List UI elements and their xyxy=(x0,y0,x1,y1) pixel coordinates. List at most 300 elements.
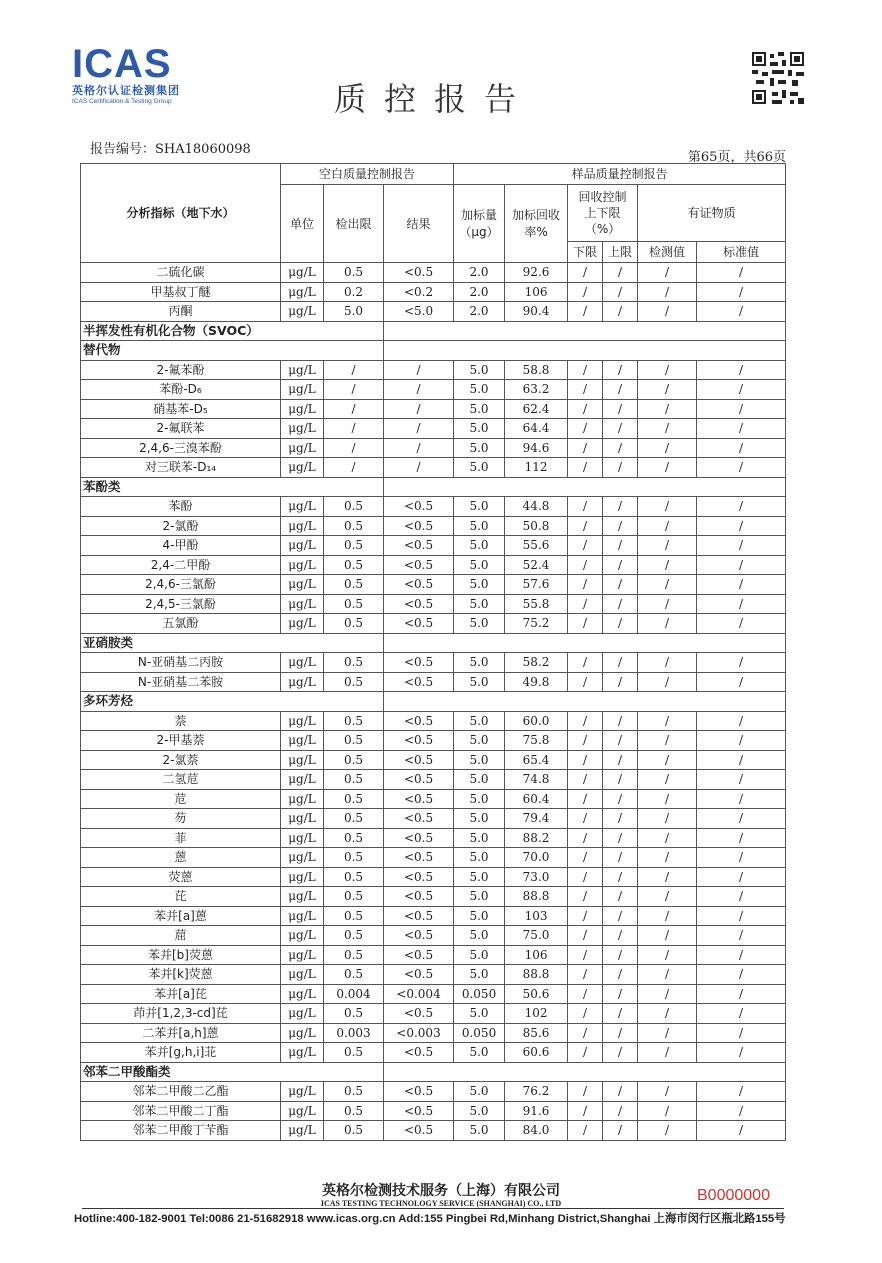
col-recovery-header: 加标回收率% xyxy=(505,185,568,263)
cell-result: <0.5 xyxy=(384,536,454,556)
table-row xyxy=(81,828,786,848)
cell-measured: / xyxy=(638,399,697,419)
cell-lod: 0.5 xyxy=(324,809,384,829)
cell-result: <0.5 xyxy=(384,945,454,965)
cell-upper: / xyxy=(603,555,638,575)
table-row xyxy=(81,438,786,458)
analyte-name: 邻苯二甲酸二乙酯 xyxy=(81,1082,281,1102)
cell-lod: 0.5 xyxy=(324,1082,384,1102)
qc-table-body xyxy=(81,263,786,1141)
cell-standard: / xyxy=(697,282,786,302)
cell-lower: / xyxy=(568,594,603,614)
cell-result: <0.5 xyxy=(384,672,454,692)
cell-measured: / xyxy=(638,731,697,751)
cell-lower: / xyxy=(568,867,603,887)
cell-measured: / xyxy=(638,711,697,731)
cell-unit: μg/L xyxy=(281,516,324,536)
analyte-name: N-亚硝基二苯胺 xyxy=(81,672,281,692)
cell-unit: μg/L xyxy=(281,731,324,751)
cell-unit: μg/L xyxy=(281,1043,324,1063)
cell-unit: μg/L xyxy=(281,536,324,556)
contact-line: Hotline:400-182-9001 Tel:0086 21-51682918 www.icas.org.cn Add:155 Pingbei Rd,Minhang District,Shanghai 上海市闵行区瓶北路155号 xyxy=(74,1213,786,1225)
cell-lod: 0.5 xyxy=(324,1043,384,1063)
cell-lod: / xyxy=(324,360,384,380)
cell-standard: / xyxy=(697,809,786,829)
analyte-name: 芴 xyxy=(81,809,281,829)
cell-lower: / xyxy=(568,711,603,731)
cell-upper: / xyxy=(603,263,638,283)
section-row xyxy=(81,341,786,361)
col-upper-header: 上限 xyxy=(603,242,638,263)
cell-standard: / xyxy=(697,887,786,907)
analyte-name: 2-氟联苯 xyxy=(81,419,281,439)
cell-recovery: 75.2 xyxy=(505,614,568,634)
cell-recovery: 62.4 xyxy=(505,399,568,419)
cell-lod: 0.5 xyxy=(324,945,384,965)
cell-spike: 5.0 xyxy=(454,1101,505,1121)
section-row xyxy=(81,1062,786,1082)
cell-result: <0.2 xyxy=(384,282,454,302)
cell-standard: / xyxy=(697,653,786,673)
cell-lower: / xyxy=(568,1082,603,1102)
cell-spike: 5.0 xyxy=(454,867,505,887)
cell-lod: 0.5 xyxy=(324,789,384,809)
cell-spike: 5.0 xyxy=(454,1121,505,1141)
cell-upper: / xyxy=(603,419,638,439)
cell-unit: μg/L xyxy=(281,653,324,673)
cell-lod: 0.5 xyxy=(324,906,384,926)
analyte-name: 芘 xyxy=(81,887,281,907)
table-row xyxy=(81,282,786,302)
cell-measured: / xyxy=(638,302,697,322)
cell-standard: / xyxy=(697,672,786,692)
cell-standard: / xyxy=(697,770,786,790)
cell-recovery: 60.4 xyxy=(505,789,568,809)
cell-standard: / xyxy=(697,1023,786,1043)
cell-result: <0.5 xyxy=(384,750,454,770)
cell-upper: / xyxy=(603,1121,638,1141)
cell-unit: μg/L xyxy=(281,887,324,907)
col-result-header: 结果 xyxy=(384,185,454,263)
cell-spike: 5.0 xyxy=(454,458,505,478)
cell-unit: μg/L xyxy=(281,1101,324,1121)
cell-unit: μg/L xyxy=(281,458,324,478)
cell-lod: 0.5 xyxy=(324,887,384,907)
cell-upper: / xyxy=(603,965,638,985)
cell-lod: 0.5 xyxy=(324,731,384,751)
cell-result: <0.5 xyxy=(384,828,454,848)
cell-unit: μg/L xyxy=(281,867,324,887)
cell-recovery: 92.6 xyxy=(505,263,568,283)
cell-recovery: 106 xyxy=(505,945,568,965)
table-row xyxy=(81,399,786,419)
cell-spike: 5.0 xyxy=(454,770,505,790)
table-row xyxy=(81,1023,786,1043)
cell-unit: μg/L xyxy=(281,809,324,829)
analyte-name: 苯并[a]芘 xyxy=(81,984,281,1004)
cell-standard: / xyxy=(697,984,786,1004)
cell-standard: / xyxy=(697,848,786,868)
cell-lower: / xyxy=(568,789,603,809)
cell-result: <0.5 xyxy=(384,594,454,614)
cell-lower: / xyxy=(568,906,603,926)
cell-recovery: 60.6 xyxy=(505,1043,568,1063)
cell-unit: μg/L xyxy=(281,770,324,790)
cell-measured: / xyxy=(638,282,697,302)
analyte-name: 二苯并[a,h]蒽 xyxy=(81,1023,281,1043)
table-row xyxy=(81,419,786,439)
cell-standard: / xyxy=(697,926,786,946)
cell-recovery: 90.4 xyxy=(505,302,568,322)
section-spacer xyxy=(384,633,786,653)
cell-lod: 0.5 xyxy=(324,828,384,848)
table-row xyxy=(81,536,786,556)
cell-standard: / xyxy=(697,867,786,887)
logo-chinese-name: 英格尔认证检测集团 xyxy=(72,84,180,97)
analyte-name: 菲 xyxy=(81,828,281,848)
cell-lod: / xyxy=(324,380,384,400)
cell-unit: μg/L xyxy=(281,906,324,926)
sample-qc-group-header: 样品质量控制报告 xyxy=(454,164,786,185)
col-standard-header: 标准值 xyxy=(697,242,786,263)
cell-recovery: 88.8 xyxy=(505,887,568,907)
cell-lower: / xyxy=(568,828,603,848)
analyte-name: 2-甲基萘 xyxy=(81,731,281,751)
cell-lower: / xyxy=(568,516,603,536)
cell-standard: / xyxy=(697,458,786,478)
cell-lower: / xyxy=(568,672,603,692)
cell-standard: / xyxy=(697,711,786,731)
cell-lod: 0.5 xyxy=(324,965,384,985)
cell-upper: / xyxy=(603,945,638,965)
cell-result: / xyxy=(384,438,454,458)
company-name-cn: 英格尔检测技术服务（上海）有限公司 xyxy=(322,1183,560,1199)
cell-result: <0.5 xyxy=(384,653,454,673)
cell-standard: / xyxy=(697,575,786,595)
cell-lod: / xyxy=(324,458,384,478)
cell-result: <0.5 xyxy=(384,575,454,595)
cell-unit: μg/L xyxy=(281,848,324,868)
logo-english-name: ICAS Certification & Testing Group xyxy=(72,98,172,105)
analyte-name: 二硫化碳 xyxy=(81,263,281,283)
analyte-name: 对三联苯-D₁₄ xyxy=(81,458,281,478)
col-spike-header: 加标量（μg） xyxy=(454,185,505,263)
cell-lower: / xyxy=(568,302,603,322)
cell-recovery: 55.8 xyxy=(505,594,568,614)
cell-result: <0.5 xyxy=(384,614,454,634)
analyte-name: 2,4,6-三溴苯酚 xyxy=(81,438,281,458)
cell-spike: 2.0 xyxy=(454,282,505,302)
cell-measured: / xyxy=(638,263,697,283)
cell-measured: / xyxy=(638,1101,697,1121)
cell-unit: μg/L xyxy=(281,1023,324,1043)
cell-upper: / xyxy=(603,399,638,419)
analyte-name: 荧蒽 xyxy=(81,867,281,887)
cell-spike: 0.050 xyxy=(454,1023,505,1043)
cell-standard: / xyxy=(697,419,786,439)
cell-lod: 0.5 xyxy=(324,536,384,556)
cell-lod: 0.5 xyxy=(324,750,384,770)
cell-standard: / xyxy=(697,906,786,926)
cell-spike: 5.0 xyxy=(454,380,505,400)
cell-lod: / xyxy=(324,419,384,439)
cell-result: <0.5 xyxy=(384,1043,454,1063)
cell-result: <0.5 xyxy=(384,926,454,946)
cell-lower: / xyxy=(568,438,603,458)
col-lower-header: 下限 xyxy=(568,242,603,263)
serial-number: B0000000 xyxy=(697,1187,770,1204)
cell-lower: / xyxy=(568,1101,603,1121)
col-unit-header: 单位 xyxy=(281,185,324,263)
cell-lower: / xyxy=(568,945,603,965)
table-row xyxy=(81,711,786,731)
table-row xyxy=(81,965,786,985)
cell-unit: μg/L xyxy=(281,926,324,946)
cell-recovery: 79.4 xyxy=(505,809,568,829)
analyte-name: 2-氯酚 xyxy=(81,516,281,536)
analyte-name: 苯并[b]荧蒽 xyxy=(81,945,281,965)
table-row xyxy=(81,1082,786,1102)
analyte-name: 2-氟苯酚 xyxy=(81,360,281,380)
cell-unit: μg/L xyxy=(281,575,324,595)
cell-lod: / xyxy=(324,438,384,458)
col-measured-header: 检测值 xyxy=(638,242,697,263)
cell-standard: / xyxy=(697,1121,786,1141)
table-row xyxy=(81,1043,786,1063)
cell-measured: / xyxy=(638,770,697,790)
analyte-name: 二氢苊 xyxy=(81,770,281,790)
cell-recovery: 94.6 xyxy=(505,438,568,458)
table-row xyxy=(81,1121,786,1141)
cell-lower: / xyxy=(568,380,603,400)
analyte-name: 2,4,6-三氯酚 xyxy=(81,575,281,595)
cell-measured: / xyxy=(638,750,697,770)
cell-standard: / xyxy=(697,263,786,283)
report-number: 报告编号：SHA18060098 xyxy=(90,142,251,157)
cell-upper: / xyxy=(603,594,638,614)
table-row xyxy=(81,848,786,868)
cell-result: <0.004 xyxy=(384,984,454,1004)
col-analyte-header: 分析指标（地下水） xyxy=(81,164,281,263)
cell-recovery: 85.6 xyxy=(505,1023,568,1043)
cell-upper: / xyxy=(603,282,638,302)
cell-standard: / xyxy=(697,1101,786,1121)
cell-upper: / xyxy=(603,438,638,458)
table-row xyxy=(81,887,786,907)
cell-measured: / xyxy=(638,926,697,946)
section-row xyxy=(81,692,786,712)
cell-spike: 5.0 xyxy=(454,672,505,692)
cell-unit: μg/L xyxy=(281,1082,324,1102)
cell-unit: μg/L xyxy=(281,497,324,517)
table-row xyxy=(81,789,786,809)
cell-recovery: 50.8 xyxy=(505,516,568,536)
cell-lower: / xyxy=(568,419,603,439)
cell-measured: / xyxy=(638,789,697,809)
cell-unit: μg/L xyxy=(281,594,324,614)
cell-unit: μg/L xyxy=(281,282,324,302)
cell-standard: / xyxy=(697,828,786,848)
cell-recovery: 74.8 xyxy=(505,770,568,790)
cell-upper: / xyxy=(603,789,638,809)
cell-result: <0.003 xyxy=(384,1023,454,1043)
cell-standard: / xyxy=(697,1082,786,1102)
cell-result: <0.5 xyxy=(384,555,454,575)
cell-upper: / xyxy=(603,848,638,868)
table-row xyxy=(81,984,786,1004)
cell-upper: / xyxy=(603,867,638,887)
cell-unit: μg/L xyxy=(281,828,324,848)
cell-upper: / xyxy=(603,1101,638,1121)
cell-spike: 5.0 xyxy=(454,536,505,556)
col-crm-header: 有证物质 xyxy=(638,185,786,242)
col-control-header: 回收控制上下限（%） xyxy=(568,185,638,242)
cell-lod: 0.5 xyxy=(324,1101,384,1121)
company-name-en: ICAS TESTING TECHNOLOGY SERVICE (SHANGHAI) CO., LTD xyxy=(320,1199,562,1208)
cell-measured: / xyxy=(638,965,697,985)
cell-result: / xyxy=(384,399,454,419)
analyte-name: 苯酚-D₆ xyxy=(81,380,281,400)
cell-measured: / xyxy=(638,458,697,478)
cell-standard: / xyxy=(697,302,786,322)
cell-lower: / xyxy=(568,984,603,1004)
header-row-1 xyxy=(81,164,786,185)
cell-spike: 5.0 xyxy=(454,438,505,458)
analyte-name: 苯并[g,h,i]苝 xyxy=(81,1043,281,1063)
cell-measured: / xyxy=(638,536,697,556)
cell-lod: 0.5 xyxy=(324,867,384,887)
section-spacer xyxy=(384,1062,786,1082)
cell-unit: μg/L xyxy=(281,1004,324,1024)
cell-upper: / xyxy=(603,887,638,907)
cell-spike: 5.0 xyxy=(454,360,505,380)
cell-result: <0.5 xyxy=(384,731,454,751)
cell-lower: / xyxy=(568,965,603,985)
page-title: 质控报告 xyxy=(334,80,535,118)
cell-lower: / xyxy=(568,653,603,673)
cell-recovery: 103 xyxy=(505,906,568,926)
cell-result: <0.5 xyxy=(384,711,454,731)
cell-upper: / xyxy=(603,926,638,946)
cell-recovery: 44.8 xyxy=(505,497,568,517)
cell-measured: / xyxy=(638,1082,697,1102)
cell-result: <0.5 xyxy=(384,516,454,536)
cell-result: <0.5 xyxy=(384,1082,454,1102)
cell-recovery: 70.0 xyxy=(505,848,568,868)
table-row xyxy=(81,672,786,692)
cell-measured: / xyxy=(638,1004,697,1024)
cell-unit: μg/L xyxy=(281,263,324,283)
table-row xyxy=(81,516,786,536)
cell-standard: / xyxy=(697,380,786,400)
cell-upper: / xyxy=(603,458,638,478)
table-row xyxy=(81,594,786,614)
cell-measured: / xyxy=(638,438,697,458)
cell-standard: / xyxy=(697,536,786,556)
cell-lower: / xyxy=(568,731,603,751)
analyte-name: 甲基叔丁醚 xyxy=(81,282,281,302)
cell-measured: / xyxy=(638,594,697,614)
cell-measured: / xyxy=(638,555,697,575)
cell-standard: / xyxy=(697,360,786,380)
cell-result: <0.5 xyxy=(384,867,454,887)
cell-lod: 0.003 xyxy=(324,1023,384,1043)
cell-measured: / xyxy=(638,419,697,439)
analyte-name: N-亚硝基二丙胺 xyxy=(81,653,281,673)
cell-standard: / xyxy=(697,1004,786,1024)
cell-unit: μg/L xyxy=(281,672,324,692)
analyte-name: 䓛 xyxy=(81,926,281,946)
cell-spike: 5.0 xyxy=(454,419,505,439)
qc-table xyxy=(80,163,786,1141)
cell-result: <0.5 xyxy=(384,848,454,868)
icas-logo xyxy=(72,44,222,106)
cell-upper: / xyxy=(603,711,638,731)
cell-spike: 5.0 xyxy=(454,711,505,731)
analyte-name: 萘 xyxy=(81,711,281,731)
section-title: 邻苯二甲酸酯类 xyxy=(81,1062,384,1082)
cell-spike: 0.050 xyxy=(454,984,505,1004)
cell-lower: / xyxy=(568,614,603,634)
table-row xyxy=(81,770,786,790)
cell-lower: / xyxy=(568,263,603,283)
cell-recovery: 58.2 xyxy=(505,653,568,673)
cell-result: <0.5 xyxy=(384,965,454,985)
cell-result: <0.5 xyxy=(384,887,454,907)
cell-standard: / xyxy=(697,497,786,517)
table-row xyxy=(81,1004,786,1024)
cell-recovery: 102 xyxy=(505,1004,568,1024)
cell-measured: / xyxy=(638,672,697,692)
analyte-name: 五氯酚 xyxy=(81,614,281,634)
cell-unit: μg/L xyxy=(281,789,324,809)
cell-spike: 5.0 xyxy=(454,848,505,868)
table-row xyxy=(81,809,786,829)
cell-recovery: 88.2 xyxy=(505,828,568,848)
cell-recovery: 84.0 xyxy=(505,1121,568,1141)
section-title: 半挥发性有机化合物（SVOC） xyxy=(81,321,384,341)
table-row xyxy=(81,867,786,887)
section-title: 替代物 xyxy=(81,341,384,361)
cell-recovery: 49.8 xyxy=(505,672,568,692)
cell-upper: / xyxy=(603,906,638,926)
cell-standard: / xyxy=(697,789,786,809)
cell-spike: 5.0 xyxy=(454,516,505,536)
logo-wordmark: ICAS xyxy=(72,42,172,86)
cell-spike: 2.0 xyxy=(454,263,505,283)
table-row xyxy=(81,945,786,965)
cell-measured: / xyxy=(638,887,697,907)
cell-measured: / xyxy=(638,906,697,926)
qr-code-icon xyxy=(752,52,804,104)
cell-measured: / xyxy=(638,653,697,673)
cell-upper: / xyxy=(603,653,638,673)
cell-measured: / xyxy=(638,1023,697,1043)
analyte-name: 苯并[a]蒽 xyxy=(81,906,281,926)
cell-upper: / xyxy=(603,1004,638,1024)
cell-recovery: 50.6 xyxy=(505,984,568,1004)
cell-spike: 5.0 xyxy=(454,1004,505,1024)
cell-recovery: 91.6 xyxy=(505,1101,568,1121)
cell-measured: / xyxy=(638,575,697,595)
cell-lower: / xyxy=(568,536,603,556)
cell-measured: / xyxy=(638,497,697,517)
section-spacer xyxy=(384,692,786,712)
cell-spike: 5.0 xyxy=(454,594,505,614)
cell-recovery: 64.4 xyxy=(505,419,568,439)
cell-spike: 5.0 xyxy=(454,965,505,985)
cell-lower: / xyxy=(568,770,603,790)
